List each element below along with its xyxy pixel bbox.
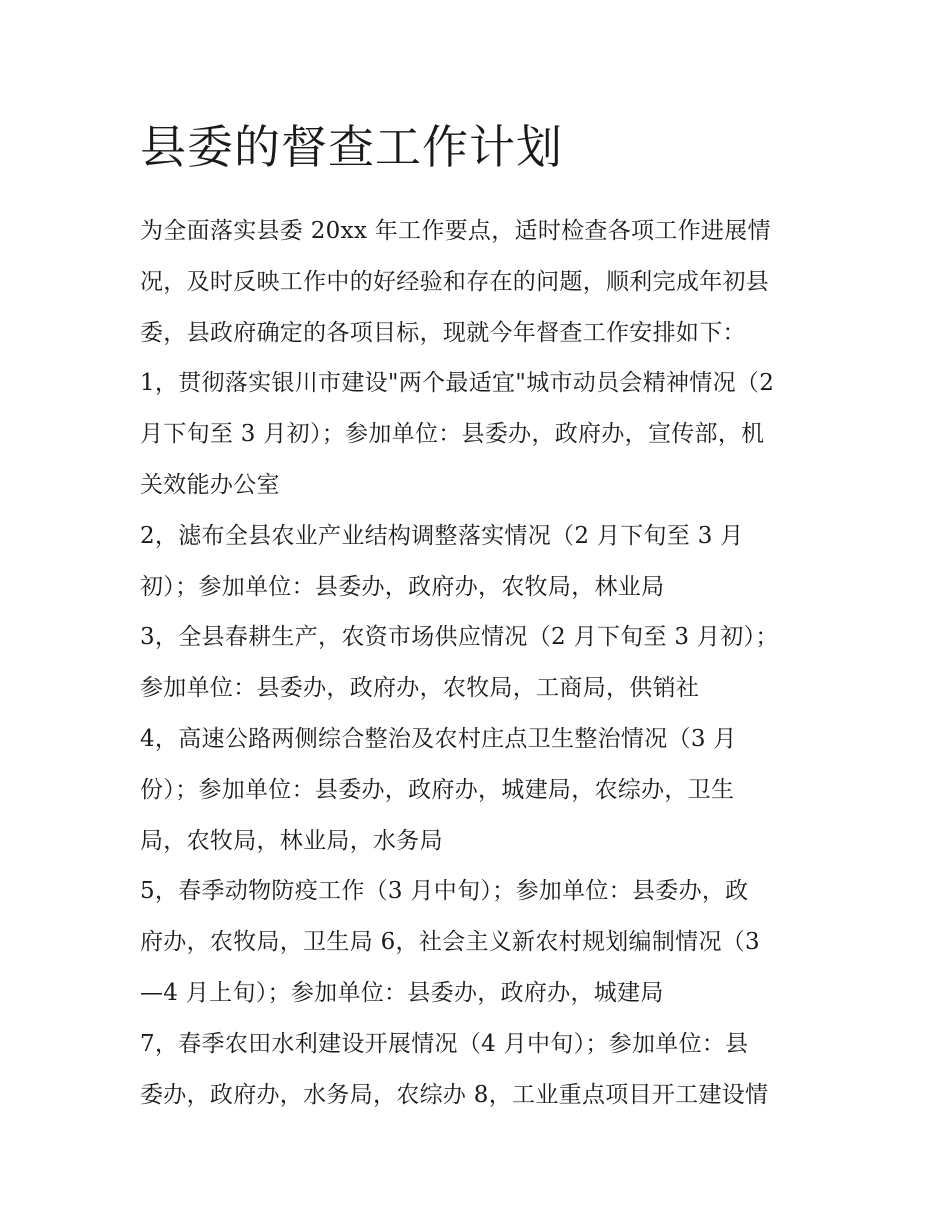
body-line: 委办，政府办，水务局，农综办 8，工业重点项目开工建设情 [140, 1081, 769, 1108]
body-line: 初）；参加单位：县委办，政府办，农牧局，林业局 [140, 573, 665, 600]
body-line: 1，贯彻落实银川市建设"两个最适宜"城市动员会精神情况（2 [140, 370, 775, 397]
document-title: 县委的督查工作计划 [140, 120, 563, 174]
body-line: 府办，农牧局，卫生局 6，社会主义新农村规划编制情况（3 [140, 929, 760, 956]
document-content [140, 112, 820, 1120]
body-line: 7，春季农田水利建设开展情况（4 月中旬）；参加单位：县 [140, 1030, 749, 1057]
body-line: 参加单位：县委办，政府办，农牧局，工商局，供销社 [140, 675, 700, 702]
body-line: 委，县政府确定的各项目标，现就今年督查工作安排如下： [140, 319, 746, 346]
body-line: 关效能办公室 [140, 471, 280, 498]
body-line: 4，高速公路两侧综合整治及农村庄点卫生整治情况（3 月 [140, 725, 737, 752]
body-line: —4 月上旬）；参加单位：县委办，政府办，城建局 [140, 979, 664, 1006]
body-line: 月下旬至 3 月初）；参加单位：县委办，政府办，宣传部，机 [140, 421, 765, 448]
document-body [140, 206, 820, 1120]
body-line: 况，及时反映工作中的好经验和存在的问题，顺利完成年初县 [140, 268, 770, 295]
body-line: 3，全县春耕生产，农资市场供应情况（2 月下旬至 3 月初）； [140, 624, 779, 651]
body-line: 局，农牧局，林业局，水务局 [140, 827, 443, 854]
body-line: 份）；参加单位：县委办，政府办，城建局，农综办，卫生 [140, 776, 735, 803]
body-line: 2，滤布全县农业产业结构调整落实情况（2 月下旬至 3 月 [140, 522, 744, 549]
body-line: 5，春季动物防疫工作（3 月中旬）；参加单位：县委办，政 [140, 878, 749, 905]
body-line: 为全面落实县委 20xx 年工作要点，适时检查各项工作进展情 [140, 218, 771, 244]
